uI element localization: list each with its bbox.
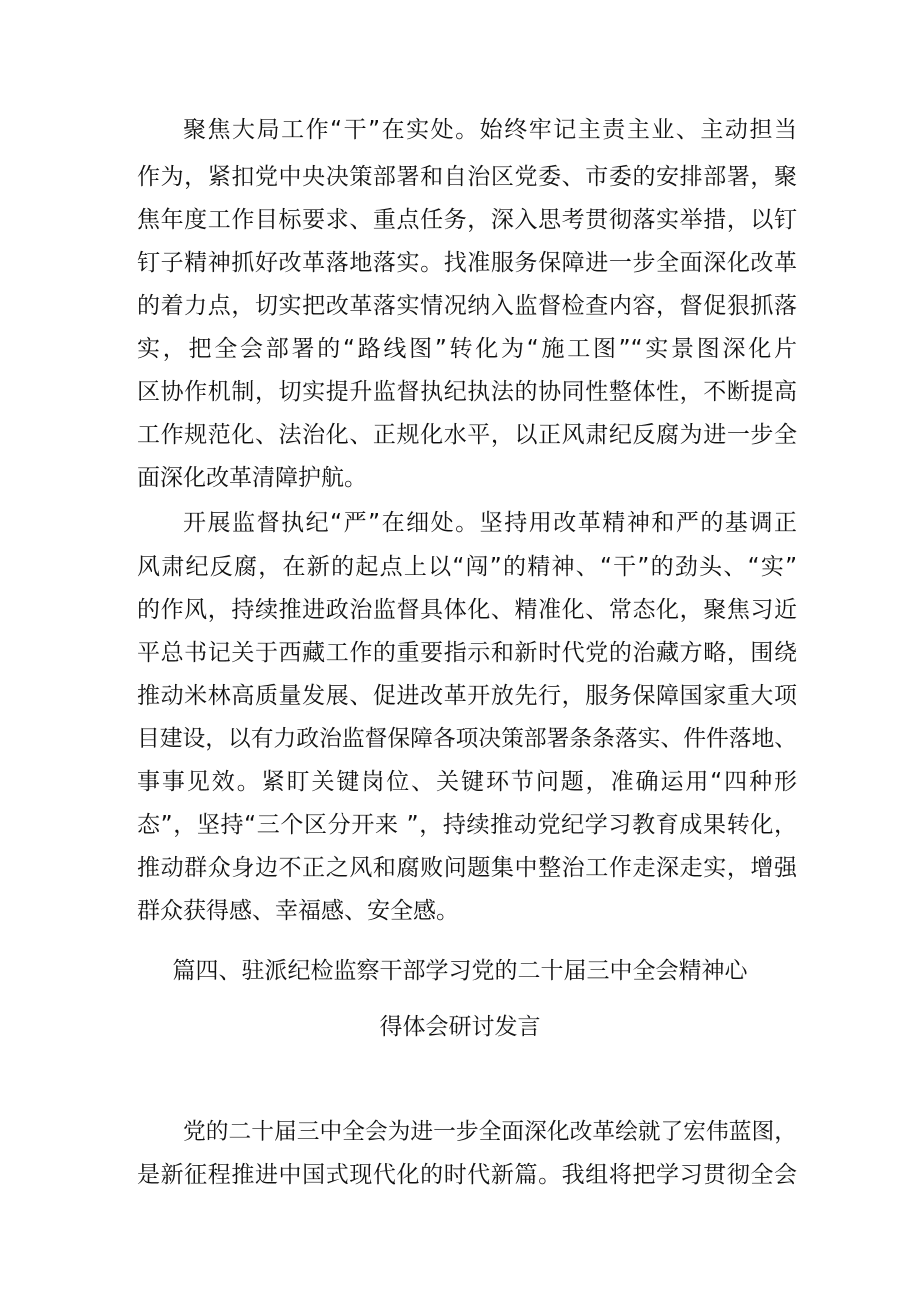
paragraph-line: 开展监督执纪“严”在细处。坚持用改革精神和严的基调正 [183,510,797,536]
paragraph-line: 推动群众身边不正之风和腐败问题集中整治工作走深走实，增强 [137,855,797,881]
paragraph-line: 面深化改革清障护航。 [137,465,367,491]
paragraph-line: 工作规范化、法治化、正规化水平，以正风肃纪反腐为进一步全 [137,422,797,448]
paragraph-line: 事事见效。紧盯关键岗位、关键环节问题，准确运用“四种形 [137,769,797,795]
paragraph-line: 是新征程推进中国式现代化的时代新篇。我组将把学习贯彻全会 [137,1162,797,1188]
paragraph-line: 焦年度工作目标要求、重点任务，深入思考贯彻落实举措，以钉 [137,207,797,233]
paragraph-line: 的作风，持续推进政治监督具体化、精准化、常态化，聚焦习近 [137,597,797,623]
paragraph-line: 态”，坚持“三个区分开来 ”，持续推动党纪学习教育成果转化， [137,812,797,838]
paragraph-line: 聚焦大局工作“干”在实处。始终牢记主责主业、主动担当 [183,117,797,143]
section-title-line-2: 得体会研讨发言 [379,1014,541,1040]
paragraph-line: 的着力点，切实把改革落实情况纳入监督检查内容，督促狠抓落 [137,293,797,319]
paragraph-line: 平总书记关于西藏工作的重要指示和新时代党的治藏方略，围绕 [137,640,797,666]
paragraph-line: 党的二十届三中全会为进一步全面深化改革绘就了宏伟蓝图， [183,1119,797,1145]
paragraph-line: 作为，紧扣党中央决策部署和自治区党委、市委的安排部署，聚 [137,164,797,190]
paragraph-line: 群众获得感、幸福感、安全感。 [137,898,459,924]
section-title-line-1: 篇四、驻派纪检监察干部学习党的二十届三中全会精神心 [172,958,748,984]
paragraph-line: 区协作机制，切实提升监督执纪执法的协同性整体性，不断提高 [137,379,797,405]
paragraph-line: 钉子精神抓好改革落地落实。找准服务保障进一步全面深化改革 [137,250,797,276]
paragraph-line: 风肃纪反腐，在新的起点上以“闯”的精神、“干”的劲头、“实” [137,554,797,580]
paragraph-line: 目建设，以有力政治监督保障各项决策部署条条落实、件件落地、 [137,726,797,752]
paragraph-line: 推动米林高质量发展、促进改革开放先行，服务保障国家重大项 [137,683,797,709]
paragraph-line: 实，把全会部署的“路线图”转化为“施工图”“实景图深化片 [137,336,797,362]
